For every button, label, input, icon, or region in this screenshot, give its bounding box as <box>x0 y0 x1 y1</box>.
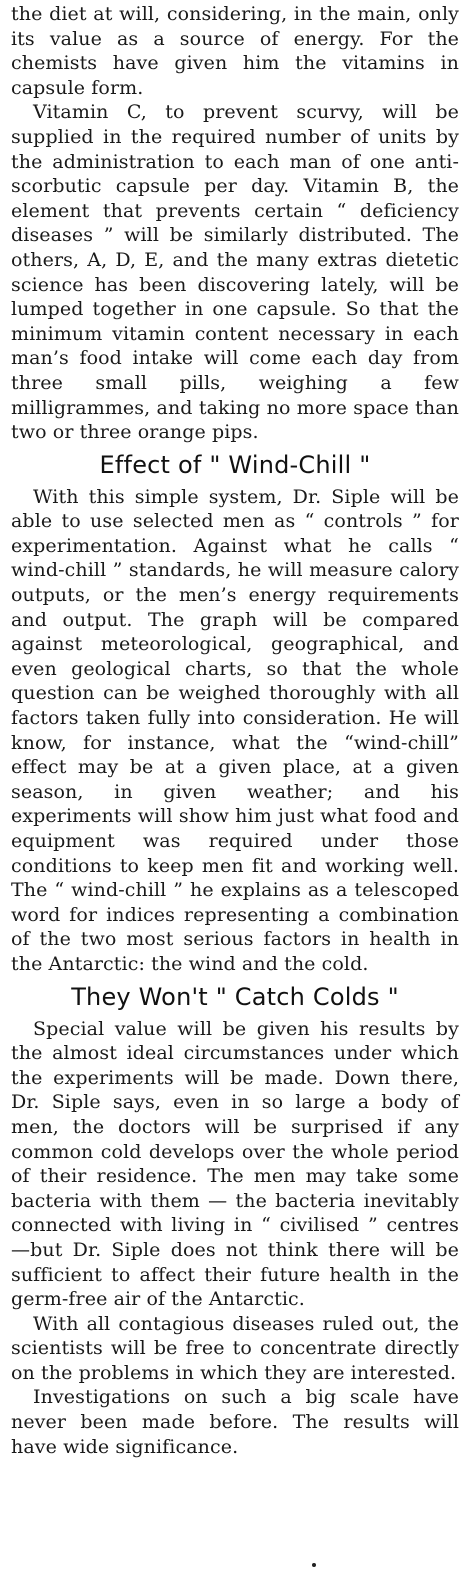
heading-wind-chill: Effect of " Wind-Chill " <box>99 450 371 479</box>
paragraph-investigations: Investigations on such a big scale have never been made before. The results will have wide significance. <box>11 1386 459 1458</box>
paragraph-contagious: With all contagious diseases ruled out, the scientists will be free to concentrate directly on the problems in which they are interested. <box>11 1312 459 1384</box>
paragraph-special-value: Special value will be given his results by the almost ideal circumstances under which the experiments will be made. Down there, Dr. Siple says, even in so large a body of men, the doctors will be surprised if any common cold develops over the whole period of their residence. The men may take some bacteria with them — the bacteria inevitably connected with living in “ civilised ” centres—but Dr. Siple does not think there will be sufficient to affect their future health in the germ-free air of the Antarctic. <box>11 1017 459 1311</box>
ink-speck <box>312 1563 316 1567</box>
paragraph-vitamins: Vitamin C, to prevent scurvy, will be supplied in the required number of units by the administration to each man of one anti-scorbutic capsule per day. Vitamin B, the element that prevents certain “ deficiency diseases ” will be similarly distributed. The others, A, D, E, and the many extras dietetic science has been discovering lately, will be lumped together in one capsule. So that the minimum vitamin content necessary in each man’s food intake will come each day from three small pills, weighing a few milligrammes, and taking no more space than two or three orange pips. <box>11 101 459 444</box>
article-column <box>11 2 459 1459</box>
heading-catch-colds: They Won't " Catch Colds " <box>71 982 399 1011</box>
paragraph-wind-chill: With this simple system, Dr. Siple will be able to use selected men as “ controls ” for experimentation. Against what he calls “ wind-chill ” standards, he will measure calory outputs, or the men’s energy requirements and output. The graph will be compared against meteorological, geographical, and even geological charts, so that the whole question can be weighed thoroughly with all factors taken fully into consideration. He will know, for instance, what the “wind-chill” effect may be at a given place, at a given season, in given weather; and his experiments will show him just what food and equipment was required under those conditions to keep men fit and working well. The “ wind-chill ” he explains as a telescoped word for indices representing a combination of the two most serious factors in health in the Antarctic: the wind and the cold. <box>11 485 459 975</box>
paragraph-diet: the diet at will, considering, in the main, only its value as a source of energy. For the chemists have given him the vitamins in capsule form. <box>11 3 459 99</box>
